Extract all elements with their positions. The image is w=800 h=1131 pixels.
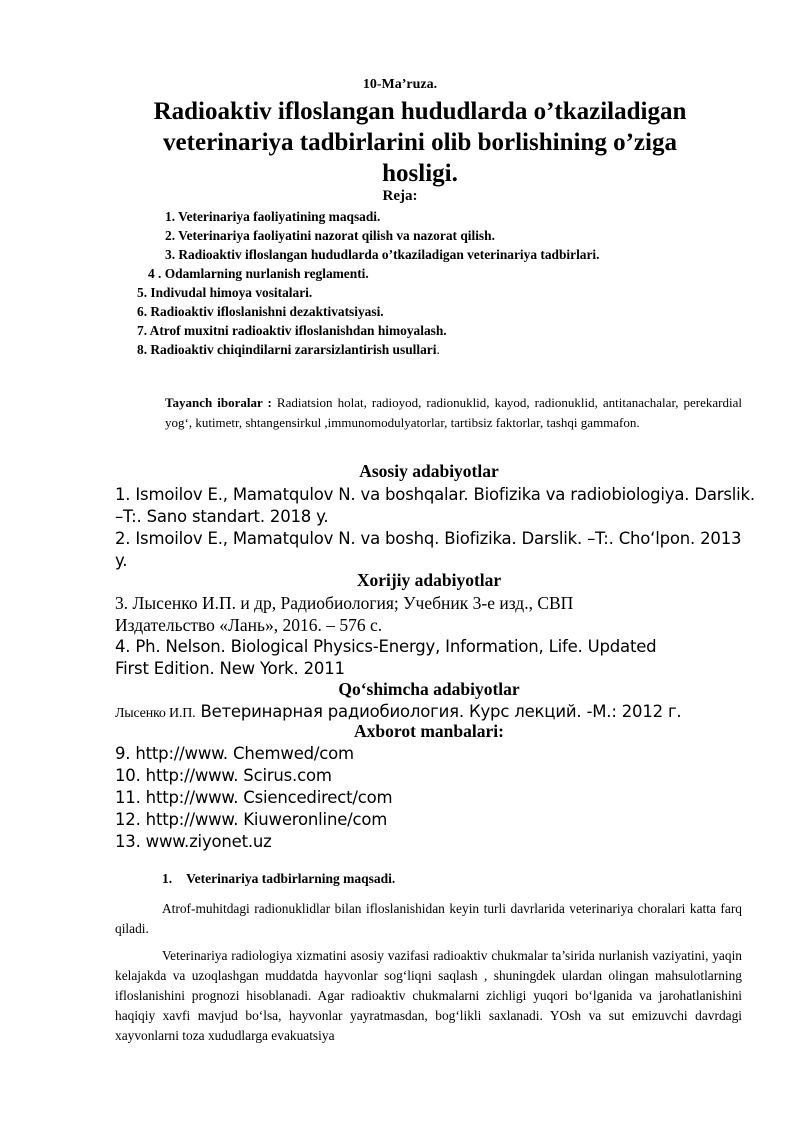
main-literature-heading: Asosiy adabiyotlar bbox=[359, 461, 499, 481]
additional-author: Лысенко И.П. bbox=[115, 706, 196, 721]
foreign-literature-heading: Xorijiy adabiyotlar bbox=[356, 570, 502, 590]
information-sources-heading: Axborot manbalari: bbox=[354, 721, 504, 741]
plan-item: 5. Indivudal himoya vositalari. bbox=[137, 285, 313, 300]
foreign-literature-line: 3. Лысенко И.П. и др, Радиобиология; Учебник 3-е изд., СВП bbox=[115, 593, 574, 613]
source-link[interactable]: 12. http://www. Kiuweronline/com bbox=[115, 810, 388, 829]
source-link[interactable]: 9. http://www. Chemwed/com bbox=[115, 744, 354, 763]
section-paragraph: Veterinariya radiologiya xizmatini asosiy vazifasi radioaktiv chukmalar ta’sirida nurlanish vaziyatini, yaqin kelajakda va uzoqlashgan muddatda hayvonlar sog‘liqni saqlash , shuningdek ulardan olingan mahsulotlarning ifloslanishini prognozi hisoblanadi. Agar radioaktiv chukmalarni zichligi yuqori bo‘lganida va jarohatlanishini haqiqiy xavfi mavjud bo‘lsa, hayvonlar yayratmasdan, bog‘likli saxlanadi. YOsh va sut emizuvchi davrdagi xayvonlarni toza xududlarga evakuatsiya bbox=[115, 948, 742, 1043]
plan-item: 7. Atrof muxitni radioaktiv ifloslanishdan himoyalash. bbox=[137, 323, 447, 338]
plan-item-period: . bbox=[436, 342, 440, 357]
source-link[interactable]: 10. http://www. Scirus.com bbox=[115, 766, 332, 785]
main-literature-line: 2. Ismoilov E., Mamatqulov N. va boshq. Biofizika. Darslik. –T:. Cho‘lpon. 2013 bbox=[115, 529, 742, 548]
foreign-literature-line: Издательство «Лань», 2016. – 576 с. bbox=[115, 615, 383, 635]
section-heading bbox=[162, 871, 395, 887]
keywords-block bbox=[165, 393, 742, 433]
keywords-text: Radiatsion holat, radioyod, radionuklid, kayod, radionuklid, antitanachalar, perekardial yog‘, kutimetr, shtangensirkul ,immunomodulyatorlar, tartibsiz faktorlar, tashqi gammafon. bbox=[165, 395, 743, 430]
plan-item: 6. Radioaktiv ifloslanishni dezaktivatsiyasi. bbox=[137, 304, 384, 319]
plan-item-text: 8. Radioaktiv chiqindilarni zararsizlantirish usullari bbox=[137, 342, 437, 357]
foreign-literature-line: 4. Ph. Nelson. Biological Physics-Energy, Information, Life. Updated bbox=[115, 637, 657, 656]
plan-item: 1. Veterinariya faoliyatining maqsadi. bbox=[165, 209, 381, 224]
section-paragraph: Atrof-muhitdagi radionuklidlar bilan ifloslanishidan keyin turli davrlarida veterinariya choralari katta farq qiladi. bbox=[115, 901, 742, 936]
main-literature-line: –T:. Sano standart. 2018 y. bbox=[115, 507, 329, 526]
source-link[interactable]: 11. http://www. Csiencedirect/com bbox=[115, 788, 393, 807]
section-number: 1. bbox=[162, 871, 173, 886]
plan-item: 4 . Odamlarning nurlanish reglamenti. bbox=[148, 266, 369, 281]
main-literature-line: y. bbox=[115, 551, 128, 570]
keywords-label: Tayanch iboralar : bbox=[165, 395, 272, 410]
section-title: Veterinariya tadbirlarning maqsadi. bbox=[186, 871, 396, 886]
additional-text: Ветеринарная радиобиология. Курс лекций. -М.: 2012 г. bbox=[195, 702, 682, 721]
source-link[interactable]: 13. www.ziyonet.uz bbox=[115, 832, 272, 851]
plan-item: 3. Radioaktiv ifloslangan hududlarda o’tkaziladigan veterinariya tadbirlari. bbox=[165, 247, 600, 262]
lecture-title: Radioaktiv ifloslangan hududlarda o’tkaziladigan veterinariya tadbirlarini olib borlishining o’ziga hosligi. bbox=[153, 98, 687, 187]
main-literature-line: 1. Ismoilov E., Mamatqulov N. va boshqalar. Biofizika va radiobiologiya. Darslik. bbox=[115, 485, 755, 504]
foreign-literature-line: First Edition. New York. 2011 bbox=[115, 659, 345, 678]
plan-heading: Reja: bbox=[382, 188, 418, 204]
plan-item: 2. Veterinariya faoliyatini nazorat qilish va nazorat qilish. bbox=[165, 228, 495, 243]
lecture-number: 10-Ma’ruza. bbox=[362, 77, 438, 92]
plan-item-last bbox=[137, 340, 440, 359]
additional-literature-heading: Qo‘shimcha adabiyotlar bbox=[338, 679, 520, 699]
